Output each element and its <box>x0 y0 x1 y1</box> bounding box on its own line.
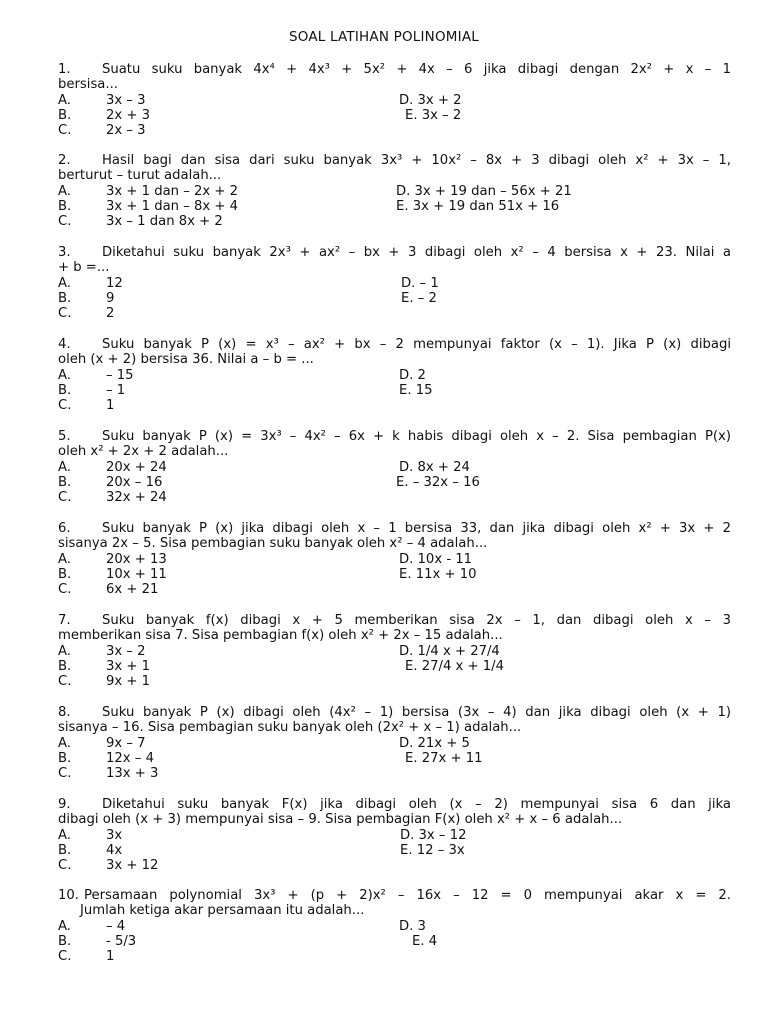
answer-options <box>58 368 731 414</box>
question-number: 6. <box>58 521 71 536</box>
option-d[interactable]: D. 1/4 x + 27/4 <box>399 643 500 659</box>
option-d[interactable]: D. 3x – 12 <box>400 827 467 843</box>
option-c[interactable] <box>58 582 158 597</box>
option-letter: C. <box>58 123 72 139</box>
question-number: 7. <box>58 613 71 628</box>
option-d[interactable]: D. 10x - 11 <box>399 551 473 567</box>
option-letter: A. <box>58 459 71 475</box>
option-b[interactable] <box>58 843 122 858</box>
option-b[interactable] <box>58 934 136 949</box>
option-text: 9x – 7 <box>106 735 146 751</box>
option-letter: A. <box>58 92 71 108</box>
answer-options <box>58 184 731 230</box>
question-text-line2: sisanya – 16. Sisa pembagian suku banyak oleh (2x² + x – 1) adalah... <box>58 720 522 736</box>
question-stem <box>58 429 731 460</box>
option-e[interactable]: E. 3x – 2 <box>405 107 462 123</box>
option-text: 12 <box>106 275 123 291</box>
option-letter: B. <box>58 382 72 398</box>
option-text: – 4 <box>106 918 126 934</box>
option-letter: B. <box>58 933 72 949</box>
option-c[interactable] <box>58 674 150 689</box>
question-text-line2: sisanya 2x – 5. Sisa pembagian suku banyak oleh x² – 4 adalah... <box>58 536 488 552</box>
question-stem <box>58 337 731 368</box>
document-title: SOAL LATIHAN POLINOMIAL <box>288 29 479 45</box>
option-c[interactable] <box>58 398 114 413</box>
question-number: 9. <box>58 797 71 812</box>
question-text-line1: Suku banyak P (x) dibagi oleh (4x² – 1) bersisa (3x – 4) dan jika dibagi oleh (x + 1) <box>102 705 731 720</box>
option-e[interactable]: E. 11x + 10 <box>399 566 477 582</box>
option-a[interactable] <box>58 368 134 383</box>
answer-options <box>58 736 731 782</box>
option-text: 3x – 3 <box>106 92 146 108</box>
option-b[interactable] <box>58 291 114 306</box>
question-text-line2: oleh (x + 2) bersisa 36. Nilai a – b = ... <box>58 352 314 368</box>
option-letter: C. <box>58 214 72 230</box>
option-text: 20x – 16 <box>106 474 163 490</box>
question-text-line1: Diketahui suku banyak F(x) jika dibagi oleh (x – 2) mempunyai sisa 6 dan jika <box>102 797 731 812</box>
option-text: 20x + 24 <box>106 459 167 475</box>
question-text-line1: Suku banyak f(x) dibagi x + 5 memberikan sisa 2x – 1, dan dibagi oleh x – 3 <box>102 613 731 628</box>
question-9 <box>58 797 731 873</box>
option-c[interactable] <box>58 123 146 138</box>
option-e[interactable]: E. 3x + 19 dan 51x + 16 <box>396 198 560 214</box>
question-number: 1. <box>58 62 71 77</box>
option-c[interactable] <box>58 858 158 873</box>
option-text: - 5/3 <box>106 933 137 949</box>
question-2 <box>58 153 731 229</box>
option-d[interactable]: D. 21x + 5 <box>399 735 470 751</box>
question-10 <box>58 888 731 964</box>
option-letter: B. <box>58 750 72 766</box>
option-letter: C. <box>58 766 72 782</box>
answer-options <box>58 828 731 874</box>
option-letter: B. <box>58 107 72 123</box>
option-c[interactable] <box>58 949 114 964</box>
option-a[interactable] <box>58 736 146 751</box>
option-d[interactable]: D. 8x + 24 <box>399 459 470 475</box>
answer-options <box>58 460 731 506</box>
option-text: 3x + 1 dan – 8x + 4 <box>106 198 239 214</box>
option-text: 1 <box>106 398 115 414</box>
option-letter: C. <box>58 398 72 414</box>
option-d[interactable]: D. – 1 <box>401 275 439 291</box>
option-a[interactable] <box>58 276 123 291</box>
option-letter: B. <box>58 842 72 858</box>
option-e[interactable]: E. – 32x – 16 <box>396 474 480 490</box>
option-d[interactable]: D. 2 <box>399 367 426 383</box>
question-stem <box>58 705 731 736</box>
question-text-line1: Suku banyak P (x) = x³ – ax² + bx – 2 mempunyai faktor (x – 1). Jika P (x) dibagi <box>102 337 731 352</box>
option-b[interactable] <box>58 475 162 490</box>
option-letter: C. <box>58 674 72 690</box>
answer-options <box>58 93 731 139</box>
option-c[interactable] <box>58 766 158 781</box>
option-letter: A. <box>58 183 71 199</box>
option-b[interactable] <box>58 567 167 582</box>
question-text-line2: oleh x² + 2x + 2 adalah... <box>58 444 229 460</box>
option-c[interactable] <box>58 306 114 321</box>
option-e[interactable]: E. 4 <box>412 933 438 949</box>
question-3 <box>58 245 731 321</box>
question-1 <box>58 62 731 138</box>
option-a[interactable] <box>58 184 238 199</box>
option-letter: A. <box>58 367 71 383</box>
question-text-line1: Diketahui suku banyak 2x³ + ax² – bx + 3 dibagi oleh x² – 4 bersisa x + 23. Nilai a <box>102 245 731 260</box>
option-text: 9x + 1 <box>106 674 151 690</box>
option-d[interactable]: D. 3x + 19 dan – 56x + 21 <box>396 183 572 199</box>
question-number: 10. <box>58 888 79 903</box>
option-letter: A. <box>58 643 71 659</box>
option-letter: B. <box>58 198 72 214</box>
option-text: 3x – 2 <box>106 643 146 659</box>
option-a[interactable] <box>58 919 125 934</box>
question-7 <box>58 613 731 689</box>
question-text-line1: Suku banyak P (x) = 3x³ – 4x² – 6x + k habis dibagi oleh x – 2. Sisa pembagian P(x) <box>102 429 731 444</box>
option-text: 3x + 12 <box>106 858 159 874</box>
option-c[interactable] <box>58 214 223 229</box>
option-letter: B. <box>58 474 72 490</box>
question-text-line2: bersisa... <box>58 77 118 93</box>
question-stem <box>58 521 731 552</box>
question-stem <box>58 888 731 919</box>
question-number: 2. <box>58 153 71 168</box>
question-text-line1: Suku banyak P (x) jika dibagi oleh x – 1 bersisa 33, dan jika dibagi oleh x² + 3x + 2 <box>102 521 731 536</box>
option-text: 9 <box>106 290 115 306</box>
option-text: 12x – 4 <box>106 750 154 766</box>
question-5 <box>58 429 731 505</box>
option-text: 20x + 13 <box>106 551 167 567</box>
option-c[interactable] <box>58 490 167 505</box>
option-b[interactable] <box>58 199 238 214</box>
answer-options <box>58 276 731 322</box>
option-text: 6x + 21 <box>106 582 159 598</box>
option-text: 2x – 3 <box>106 123 146 139</box>
question-text-line1: Suatu suku banyak 4x⁴ + 4x³ + 5x² + 4x – 6 jika dibagi dengan 2x² + x – 1 <box>102 62 731 77</box>
question-text-line2: dibagi oleh (x + 3) mempunyai sisa – 9. Sisa pembagian F(x) oleh x² + x – 6 adalah... <box>58 812 623 828</box>
option-text: 2x + 3 <box>106 107 151 123</box>
option-letter: B. <box>58 658 72 674</box>
option-letter: B. <box>58 566 72 582</box>
question-stem <box>58 613 731 644</box>
option-text: 13x + 3 <box>106 766 159 782</box>
option-letter: A. <box>58 735 71 751</box>
option-e[interactable]: E. 15 <box>399 382 433 398</box>
option-letter: A. <box>58 827 71 843</box>
option-a[interactable] <box>58 93 146 108</box>
option-text: 3x – 1 dan 8x + 2 <box>106 214 223 230</box>
option-d[interactable]: D. 3 <box>399 918 426 934</box>
option-e[interactable]: E. 27x + 11 <box>405 750 483 766</box>
option-text: 4x <box>106 842 123 858</box>
option-text: 3x + 1 <box>106 658 151 674</box>
option-text: – 15 <box>106 367 134 383</box>
question-4 <box>58 337 731 413</box>
option-letter: C. <box>58 949 72 965</box>
option-letter: A. <box>58 918 71 934</box>
option-letter: C. <box>58 490 72 506</box>
option-b[interactable] <box>58 659 150 674</box>
question-stem <box>58 153 731 184</box>
question-stem <box>58 245 731 276</box>
option-letter: C. <box>58 582 72 598</box>
question-number: 3. <box>58 245 71 260</box>
answer-options <box>58 552 731 598</box>
option-b[interactable] <box>58 383 125 398</box>
question-number: 8. <box>58 705 71 720</box>
option-text: 1 <box>106 949 115 965</box>
option-a[interactable] <box>58 828 122 843</box>
option-a[interactable] <box>58 644 146 659</box>
option-letter: A. <box>58 551 71 567</box>
option-letter: C. <box>58 858 72 874</box>
option-e[interactable]: E. – 2 <box>401 290 437 306</box>
option-b[interactable] <box>58 108 150 123</box>
answer-options <box>58 919 731 965</box>
option-d[interactable]: D. 3x + 2 <box>399 92 462 108</box>
option-e[interactable]: E. 12 – 3x <box>400 842 465 858</box>
question-number: 4. <box>58 337 71 352</box>
option-text: 3x + 1 dan – 2x + 2 <box>106 183 239 199</box>
option-text: 2 <box>106 306 115 322</box>
option-text: – 1 <box>106 382 126 398</box>
option-e[interactable]: E. 27/4 x + 1/4 <box>405 658 504 674</box>
question-stem <box>58 797 731 828</box>
question-8 <box>58 705 731 781</box>
question-number: 5. <box>58 429 71 444</box>
question-text-line1: Persamaan polynomial 3x³ + (p + 2)x² – 16x – 12 = 0 mempunyai akar x = 2. <box>84 888 731 903</box>
answer-options <box>58 644 731 690</box>
option-letter: B. <box>58 290 72 306</box>
question-text-line1: Hasil bagi dan sisa dari suku banyak 3x³ + 10x² – 8x + 3 dibagi oleh x² + 3x – 1, <box>102 153 731 168</box>
option-letter: A. <box>58 275 71 291</box>
question-6 <box>58 521 731 597</box>
option-letter: C. <box>58 306 72 322</box>
question-text-line2: Jumlah ketiga akar persamaan itu adalah... <box>80 903 365 919</box>
question-text-line2: memberikan sisa 7. Sisa pembagian f(x) oleh x² + 2x – 15 adalah... <box>58 628 503 644</box>
option-text: 3x <box>106 827 123 843</box>
question-text-line2: + b =... <box>58 260 110 276</box>
question-stem <box>58 62 731 93</box>
option-b[interactable] <box>58 751 154 766</box>
option-text: 32x + 24 <box>106 490 167 506</box>
option-a[interactable] <box>58 552 167 567</box>
option-a[interactable] <box>58 460 167 475</box>
question-text-line2: berturut – turut adalah... <box>58 168 222 184</box>
option-text: 10x + 11 <box>106 566 167 582</box>
